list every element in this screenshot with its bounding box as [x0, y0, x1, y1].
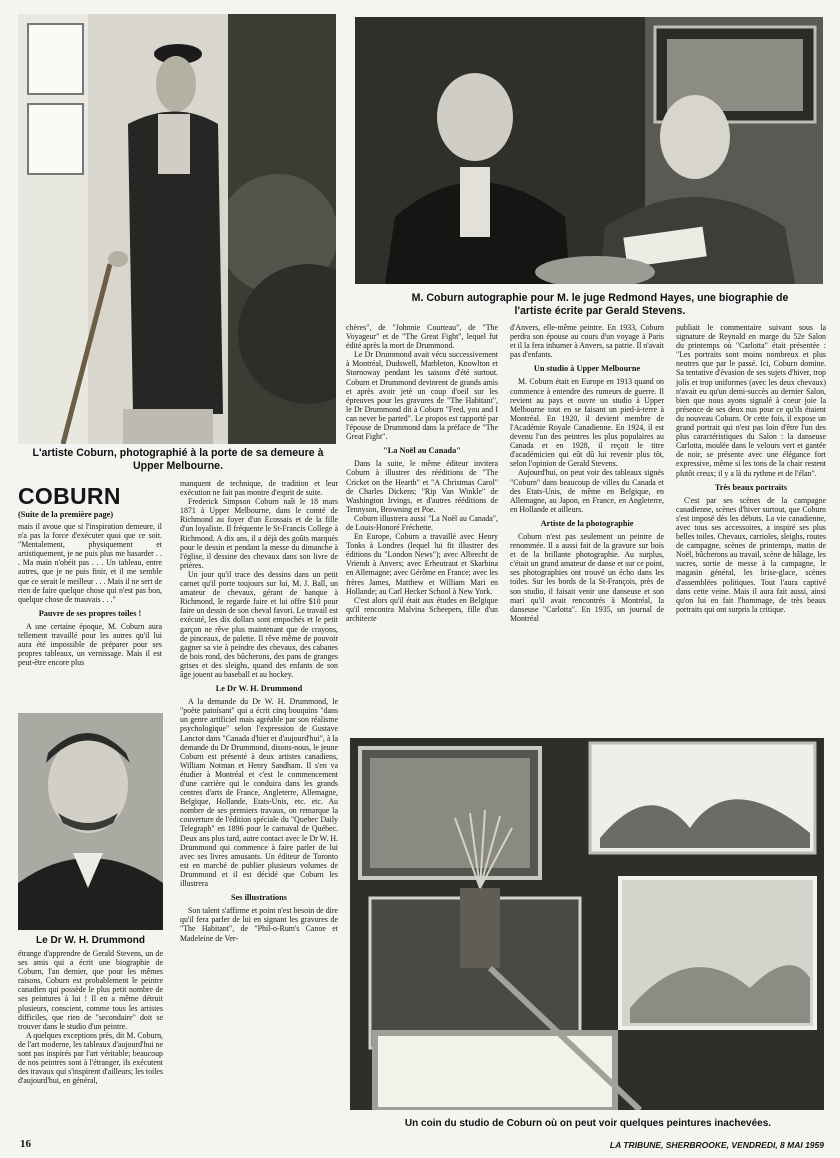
article-text-col1-top: [18, 522, 162, 667]
paragraph: C'est par ses scènes de la campagne canadienne, scènes d'hiver surtout, que Coburn s'est imposé dès les débuts. La vie canadienne, avec tous ses accessoires, a inspiré ses plus belles toiles. Chevaux, carrioles, sleighs, routes de campagne, scènes de printemps, matin de Noël, bûcherons au travail, scène de hâlage, les sucres, sortie de messe à la campagne, le magasin général, les brise-glace, scènes d'assemblées politiques. Tout l'aura captivé dans cette veine. Mais il aura fait aussi, ainsi qu'on lui en fait l'hommage, de très beaux portraits qui ont surpris la critique.: [676, 495, 826, 614]
paragraph: Un jour qu'il trace des dessins dans un petit carnet qu'il porte toujours sur lui, M. J. Ball, un amateur de chevaux, gérant de banque à Richmond, le regarde faire et lui offre $10 pour faire un dessin de son cheval favori. Le travail est exécuté, les dix dollars sont empochés et le petit garçon ne rêve plus maintenant que de crayons, de pinceaux, de palette. Il rêve même de pouvoir gagner sa vie à peindre des chevaux, des cabanes de bois rond, des bûcherons, des pans de granges grises et des sleighs, quand des enfants de son âge jouent au baseball et au hockey.: [180, 569, 338, 679]
photo-studio: [350, 738, 824, 1110]
paragraph: C'est alors qu'il était aux études en Belgique qu'il rencontra Malvina Scheepers, fille d'un architecte: [346, 595, 498, 623]
paragraph: Coburn illustrera aussi "La Noël au Canada", de Louis-Honoré Fréchette.: [346, 513, 498, 532]
paragraph: Aujourd'hui, on peut voir des tableaux signés "Coburn" dans beaucoup de villes du Canada et des Etats-Unis, de même en Belgique, en Allemagne, au Japon, en France, en Angleterre, en Hollande et ailleurs.: [510, 468, 664, 514]
article-text-col4: [510, 323, 664, 733]
paragraph: Dans la suite, le même éditeur invitera Coburn à illustrer des rééditions de "The Cricket on the Hearth" et "A Christmas Carol" de Charles Dickens; "Rip Van Winkle" de Washington Irvings, et d'autres rééditions de Tennyson, Browning et Poe.: [346, 459, 498, 514]
masthead-date: LA TRIBUNE, SHERBROOKE, VENDREDI, 8 MAI 1959: [609, 1140, 824, 1150]
paragraph: A une certaine époque, M. Coburn aura tellement travaillé pour les autres qu'il lui aura été impossible de préparer pour ses propres tableaux, un vernissage. Mais il est peut-être encore plus: [18, 621, 162, 668]
paragraph: manquent de technique, de tradition et leur exécution ne fait pas montre d'esprit de suite.: [180, 479, 338, 498]
paragraph: étrange d'apprendre de Gerald Stevens, un de ses amis qui a écrit une biographie de Coburn, l'an dernier, que pour les mêmes raisons, Coburn est probablement le peintre canadien qui possède le plus petit nombre de ses peintures à lui ! Il en a même détruit plusieurs, conscient, comme tous les artistes difficiles, que rien de "secondaire" doit se trouver dans le studio d'un peintre.: [18, 949, 163, 1031]
paragraph: Son talent s'affirme et point n'est besoin de dire qu'il fera parler de lui en signant les gravures de "The Habitant", de "Phil-o-Rum's Canoe et Madeleine de Ver-: [180, 906, 338, 943]
subheading-portraits: Très beaux portraits: [714, 482, 788, 492]
subheading-pauvre: Pauvre de ses propres toiles !: [38, 608, 142, 618]
paragraph: En Europe, Coburn a travaillé avec Henry Tonks à Londres (lequel lui fit illustrer des éditions du "London News"); avec Albrecht de Vriendt à Anvers; avec Erheutraut et Skarbina en Allemagne; avec Gérôme en France; avec les frères James, Matthew et William Mari en Hollande; au Carl Hecker School à New York.: [346, 532, 498, 596]
article-col-1-top: [18, 484, 162, 667]
caption-studio: Un coin du studio de Coburn où on peut voir quelques peintures inachevées.: [404, 1118, 772, 1129]
paragraph: mais il avoue que si l'inspiration demeure, il n'a pas la force d'exécuter quoi que ce soit. "Mentalement, physiquement et artistiquement, je ne puis plus me hasarder . . . Ma main n'obéit pas . . . Un tableau, entre autres, que je ne puis finir, et il me semble que ce serait le meilleur . . . Mais il ne sert de rien de faire quelque chose qui n'est pas bon, quelque chose de mauvais . . .": [18, 522, 162, 604]
photo-coburn-door: [18, 14, 336, 444]
article-text-col5: [676, 323, 826, 733]
caption-autograph: M. Coburn autographie pour M. le juge Redmond Hayes, une biographie de l'artiste écrite par Gerald Stevens.: [411, 292, 789, 317]
caption-coburn-door: L'artiste Coburn, photographié à la porte de sa demeure à Upper Melbourne.: [32, 447, 324, 472]
paragraph: M. Coburn était en Europe en 1913 quand on commence à entendre des rumeurs de guerre. Il revient au pays et ouvre un studio à Upper Melbourne tout en se faisant un pied-à-terre à Montréal. En 1920, il devient membre de l'Académie Royale Canadienne. En 1924, il est devenu l'un des peintres les plus populaires au Canada et en 1928, il reçoit le titre d'académicien qui eût dû lui revenir plus tôt, selon l'opinion de Gerald Stevens.: [510, 377, 664, 469]
paragraph: publiait le commentaire suivant sous la signature de Reynald en marge du 52e Salon du printemps où "Carlotta" était présentée : "Les portraits sont moins nombreux et plus neutres que par le passé. Ici, Coburn domine. Sa tentative d'évasion de ses sujets d'hiver, trop jolis et trop uniformes (avec les deux chevaux) n'avait eu qu'un demi-succès au dernier Salon, bien que nous ayons signalé à coeur joie la présence de ses deux nus pour ce qu'ils étaient du nouveau Coburn. Or cette fois, il expose un grand portrait qui n'est pas loin d'être l'un des plus caractéristiques du Salon : la danseuse Carlotta, moulée dans le velours vert et gantée de noir, se présente avec une élégance fort expressive, même si les tons de la chair restent plutôt creux; il y a là du rythme et de l'élan".: [676, 323, 826, 478]
caption-drummond: Le Dr W. H. Drummond: [36, 935, 145, 946]
article-text-col2: [180, 479, 338, 1147]
article-subhead: (Suite de la première page): [18, 510, 114, 519]
paragraph: A la demande du Dr W. H. Drummond, le "poète patoisant" qui a écrit cinq bouquins "dans un genre artificiel mais agréable par son réalisme psychologique" selon l'expression de Gustave Lanctot dans "Canada d'hier et d'aujourd'hui", à la demande du Dr Drummond, disons-nous, le jeune Coburn est présenté à deux artistes canadiens, William Notman et Henry Sandham. Il s'en va étudier à Montréal et c'est le commencement d'une carrière qui le conduira dans les grands centres d'arts de France, Angleterre, Allemagne, Belgique, Hollande, Etats-Unis, etc. etc. Au nombre de ses premiers travaux, on remarque la couverture de l'édition spéciale du "Quebec Daily Telegraph" en 1896 pour le carnaval de Québec. Deux ans plus tard, autre contact avec le Dr W. H. Drummond qui commence à faire parler de lui avec ses livres amusants. Un éditeur de Toronto est en marché de publier plusieurs volumes de Drummond et il est décidé que Coburn les illustrera: [180, 697, 338, 889]
subheading-drummond: Le Dr W. H. Drummond: [215, 684, 303, 694]
paragraph: Frederick Simpson Coburn naît le 18 mars 1871 à Upper Melbourne, dans le comté de Richmond au foyer d'un Ecossais et de la fille d'un loyaliste. Il fréquente le St-Francis College à Richmond. A dix ans, il a déjà des goûts marqués pour le dessin et pendant la messe du dimanche à l'église, il dessine des chevaux dans son livre de prières.: [180, 497, 338, 570]
paragraph: A quelques exceptions près, dit M. Coburn, de l'art moderne, les tableaux d'aujourd'hui ne sont pas inspirés par l'art véritable; beaucoup de nos peintres sont à l'étranger, ils exécutent des travaux qui s'inspirent d'ailleurs; les toiles d'aujourd'hui, en général,: [18, 1030, 163, 1086]
page-number: 16: [20, 1138, 31, 1150]
paragraph: chères", de "Johnnie Courteau", de "The Voyageur" et de "The Great Fight", lequel fut édité après la mort de Drummond.: [346, 323, 498, 351]
paragraph: d'Anvers, elle-même peintre. En 1933, Coburn perdra son épouse au cours d'un voyage à Paris et il la fera inhumer à Anvers, sa patrie. Il n'avait pas d'enfants.: [510, 323, 664, 360]
article-headline: COBURN: [18, 483, 121, 509]
article-text-col3: [346, 323, 498, 733]
subheading-noel: "La Noël au Canada": [383, 446, 461, 456]
article-text-col1-bottom: [18, 949, 163, 1137]
photo-drummond: [18, 713, 163, 930]
paragraph: Le Dr Drummond avait vécu successivement à Montréal, Dudswell, Marbleton, Knowlton et Stornoway pendant les saisons d'été surtout. Coburn et Drummond devinrent de grands amis et après avoir jeté un coup d'oeil sur les épreuves pour les gravures de "The Habitant", le Dr Drummond dit à Coburn "Fred, you and I can never be parted". Le propos est rapporté par l'épouse de Drummond dans la préface de "The Great Fight".: [346, 350, 498, 442]
subheading-studio: Un studio à Upper Melbourne: [533, 364, 641, 374]
subheading-artiste: Artiste de la photographie: [540, 518, 634, 528]
subheading-illustrations: Ses illustrations: [230, 893, 287, 903]
paragraph: Coburn n'est pas seulement un peintre de renommée. Il a aussi fait de la gravure sur bois et de la brillante photographie. Au surplus, c'était un grand amateur de danse et sur ce point, ses photographies ont trouvé un écho dans les toiles. Sur les bords de la St-François, près de son studio, il faisait venir une danseuse et son mari qu'il avait rencontrés à Montréal, la danseuse "Carlotta". En 1935, un journal de Montréal: [510, 531, 664, 623]
photo-coburn-autograph: [355, 17, 823, 284]
